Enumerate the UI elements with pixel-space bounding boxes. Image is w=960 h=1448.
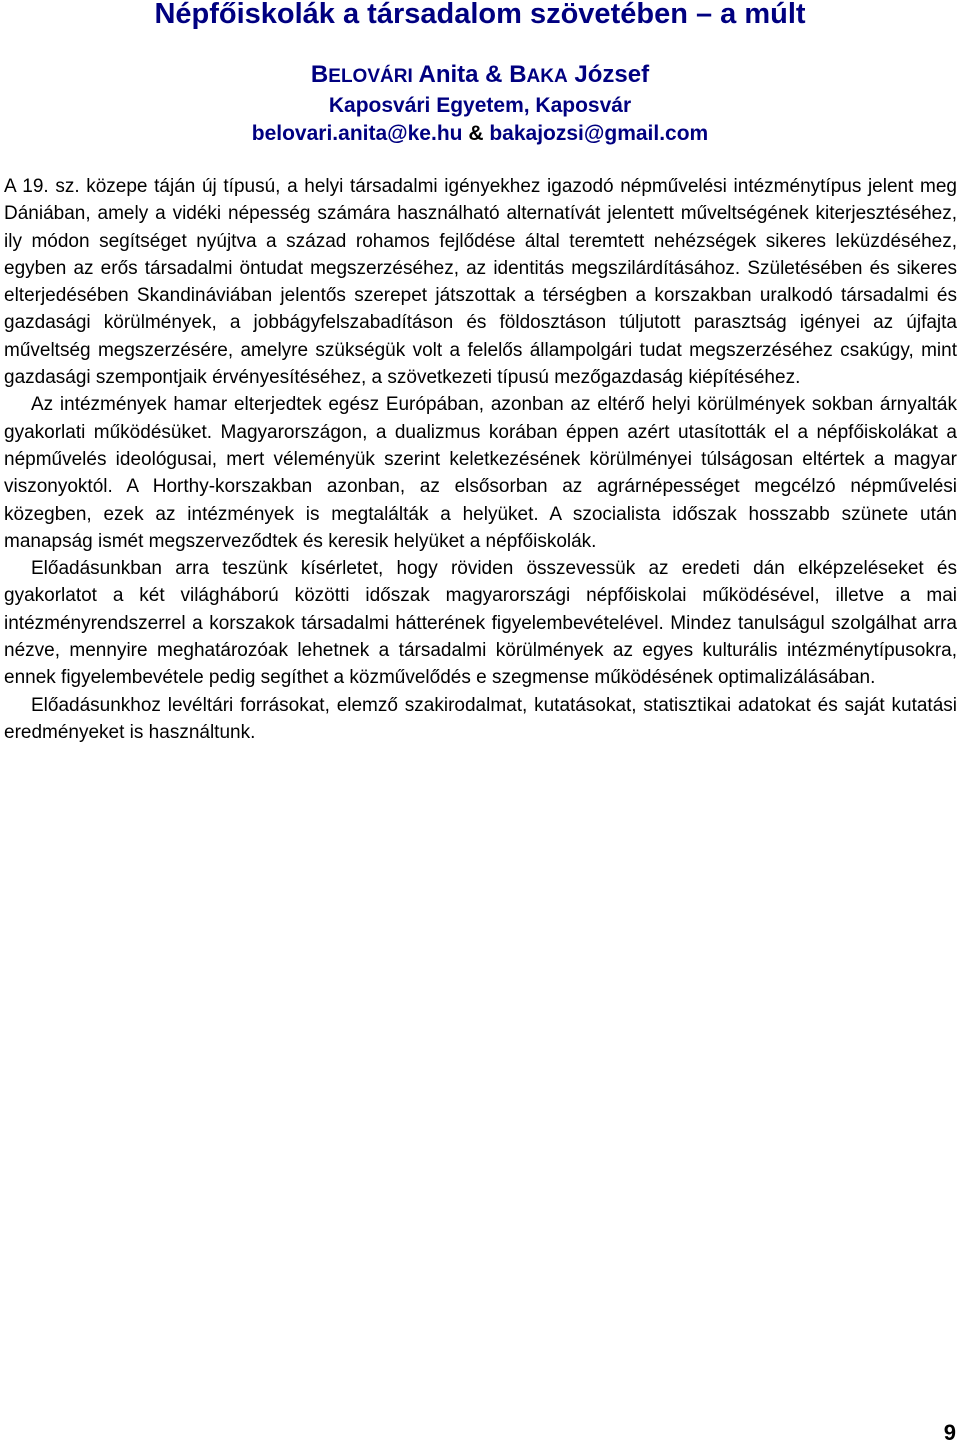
- author-1-surname-rest: ELOVÁRI: [328, 66, 413, 87]
- page-number: 9: [943, 1420, 956, 1445]
- author-2-given-name: József: [574, 61, 650, 88]
- page-title: Népfőiskolák a társadalom szövetében – a múlt: [154, 0, 806, 30]
- author-2-surname-initial: B: [509, 61, 527, 88]
- abstract-body: [4, 173, 957, 746]
- paragraph-3: Előadásunkban arra teszünk kísérletet, hogy röviden összevessük az eredeti dán elképzeléseket és gyakorlatot a két világháború közötti időszak magyarországi népfőiskolai működésével, illetve a mai intézményrendszerrel a korszakok társadalmi hátterének figyelembevételével. Mindez tanulságul szolgálhat arra nézve, mennyire meghatározóak lehetnek a társadalmi körülmények az egyes kulturális intézménytípusokra, ennek figyelembevétele pedig segíthet a közművelődés e szegmense működésének optimalizálásában.: [4, 558, 957, 689]
- affiliation: Kaposvári Egyetem, Kaposvár: [328, 94, 632, 117]
- author-line: [0, 60, 960, 92]
- author-1-given-name: Anita: [418, 61, 479, 88]
- email-ampersand: &: [468, 122, 484, 145]
- email-link-1[interactable]: belovari.anita@ke.hu: [251, 122, 463, 145]
- author-ampersand: &: [485, 61, 503, 88]
- paragraph-2: Az intézmények hamar elterjedtek egész Európában, azonban az eltérő helyi körülmények sokban árnyalták gyakorlati működésüket. Magyarországon, a dualizmus korában éppen azért utasították el a népfőiskolákat a népművelés ideológusai, mert véleményük szerint keletkezésének körülményei túlságosan eltértek a magyar viszonyoktól. A Horthy-korszakban azonban, az elsősorban az agrárnépességet megcélzó népművelési közegben, ezek az intézmények is megtalálták a helyüket. A szocialista időszak hosszabb szünete után manapság ismét megszerveződtek és keresik helyüket a népfőiskolák.: [4, 394, 957, 552]
- author-1-surname-initial: B: [310, 61, 329, 88]
- email-link-2[interactable]: bakajozsi@gmail.com: [489, 122, 709, 145]
- paragraph-4: Előadásunkhoz levéltári forrásokat, elemző szakirodalmat, kutatásokat, statisztikai adatokat és saját kutatási eredményeket is használtunk.: [4, 694, 957, 743]
- paragraph-1: A 19. sz. közepe táján új típusú, a helyi társadalmi igényekhez igazodó népművelési intézménytípus jelent meg Dániában, amely a vidéki népesség számára használható alternatívát jelentett műveltségének kiterjesztéséhez, ily módon segítséget nyújtva a század rohamos fejlődése által teremtett nehézségek sikeres leküzdéséhez, egyben az erős társadalmi öntudat megszerzéséhez, az identitás megszilárdításához. Születésében és sikeres elterjedésében Skandináviában jelentős szerepet játszottak a térségben a korszakban uralkodó társadalmi és gazdasági körülmények, a jobbágyfelszabadításon és földosztáson túljutott parasztság igényei az újfajta műveltség megszerzésére, amelyre szükségük volt a felelős állampolgári tudat megszerzéséhez csakúgy, mint gazdasági szempontjaik érvényesítéséhez, a szövetkezeti típusú mezőgazdaság kiépítéséhez.: [4, 176, 957, 389]
- email-line: [0, 120, 960, 148]
- author-2-surname-rest: AKA: [526, 66, 568, 87]
